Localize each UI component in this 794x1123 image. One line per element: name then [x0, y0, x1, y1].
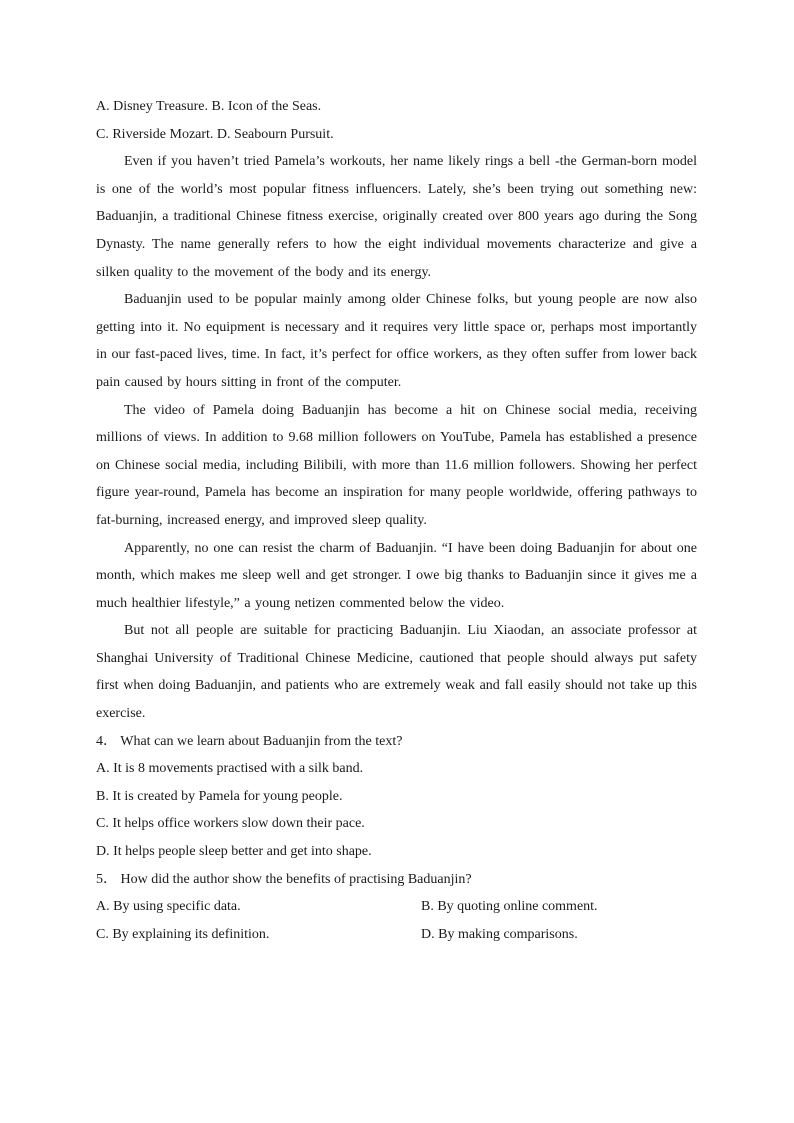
question-4-option-b: B. It is created by Pamela for young people. — [96, 788, 343, 804]
previous-question-options-line-2: C. Riverside Mozart. D. Seabourn Pursuit. — [96, 126, 334, 142]
passage-paragraph-2: Baduanjin used to be popular mainly among older Chinese folks, but young people are now also getting into it. No equipment is necessary and it requires very little space or, perhaps most importantly in our fast-paced lives, time. In fact, it’s perfect for office workers, as they often suffer from lower back pain caused by hours sitting in front of the computer. — [96, 292, 697, 390]
passage-paragraph-5: But not all people are suitable for practicing Baduanjin. Liu Xiaodan, an associate professor at Shanghai University of Traditional Chinese Medicine, cautioned that people should always put safety first when doing Baduanjin, and patients who are extremely weak and fall easily should not take up this exercise. — [96, 623, 697, 722]
question-5-options-row-2 — [96, 921, 697, 949]
question-5-option-c: C. By explaining its definition. — [96, 926, 270, 942]
passage-paragraph-3: The video of Pamela doing Baduanjin has become a hit on Chinese social media, receiving millions of views. In addition to 9.68 million followers on YouTube, Pamela has established a presence on Chinese social media, including Bilibili, with more than 11.6 million followers. Showing her perfect figure year-round, Pamela has become an inspiration for many people worldwide, offering pathways to fat-burning, increased energy, and improved sleep quality. — [96, 402, 697, 528]
question-4-option-c: C. It helps office workers slow down their pace. — [96, 816, 365, 832]
question-5-options-row-1 — [96, 893, 697, 921]
question-5-option-d: D. By making comparisons. — [421, 926, 578, 942]
question-4-stem: 4． What can we learn about Baduanjin from the text? — [96, 733, 403, 749]
question-5-option-b: B. By quoting online comment. — [421, 899, 598, 915]
passage-paragraph-1: Even if you haven’t tried Pamela’s workouts, her name likely rings a bell -the German-born model is one of the world’s most popular fitness influencers. Lately, she’s been trying out something new: Baduanjin, a traditional Chinese fitness exercise, originally created over 800 years ago during the Song Dynasty. The name generally refers to how the eight individual movements characterize and give a silken quality to the movement of the body and its energy. — [96, 154, 697, 280]
question-5-stem: 5． How did the author show the benefits of practising Baduanjin? — [96, 871, 472, 887]
question-4-option-a: A. It is 8 movements practised with a silk band. — [96, 761, 364, 777]
question-5-option-a: A. By using specific data. — [96, 899, 241, 915]
passage-paragraph-4: Apparently, no one can resist the charm of Baduanjin. “I have been doing Baduanjin for about one month, which makes me sleep well and get stronger. I owe big thanks to Baduanjin since it gives me a much healthier lifestyle,” a young netizen commented below the video. — [96, 540, 697, 611]
previous-question-options-line-1: A. Disney Treasure. B. Icon of the Seas. — [96, 99, 322, 114]
document-page — [96, 93, 697, 948]
question-4-option-d: D. It helps people sleep better and get into shape. — [96, 844, 372, 860]
